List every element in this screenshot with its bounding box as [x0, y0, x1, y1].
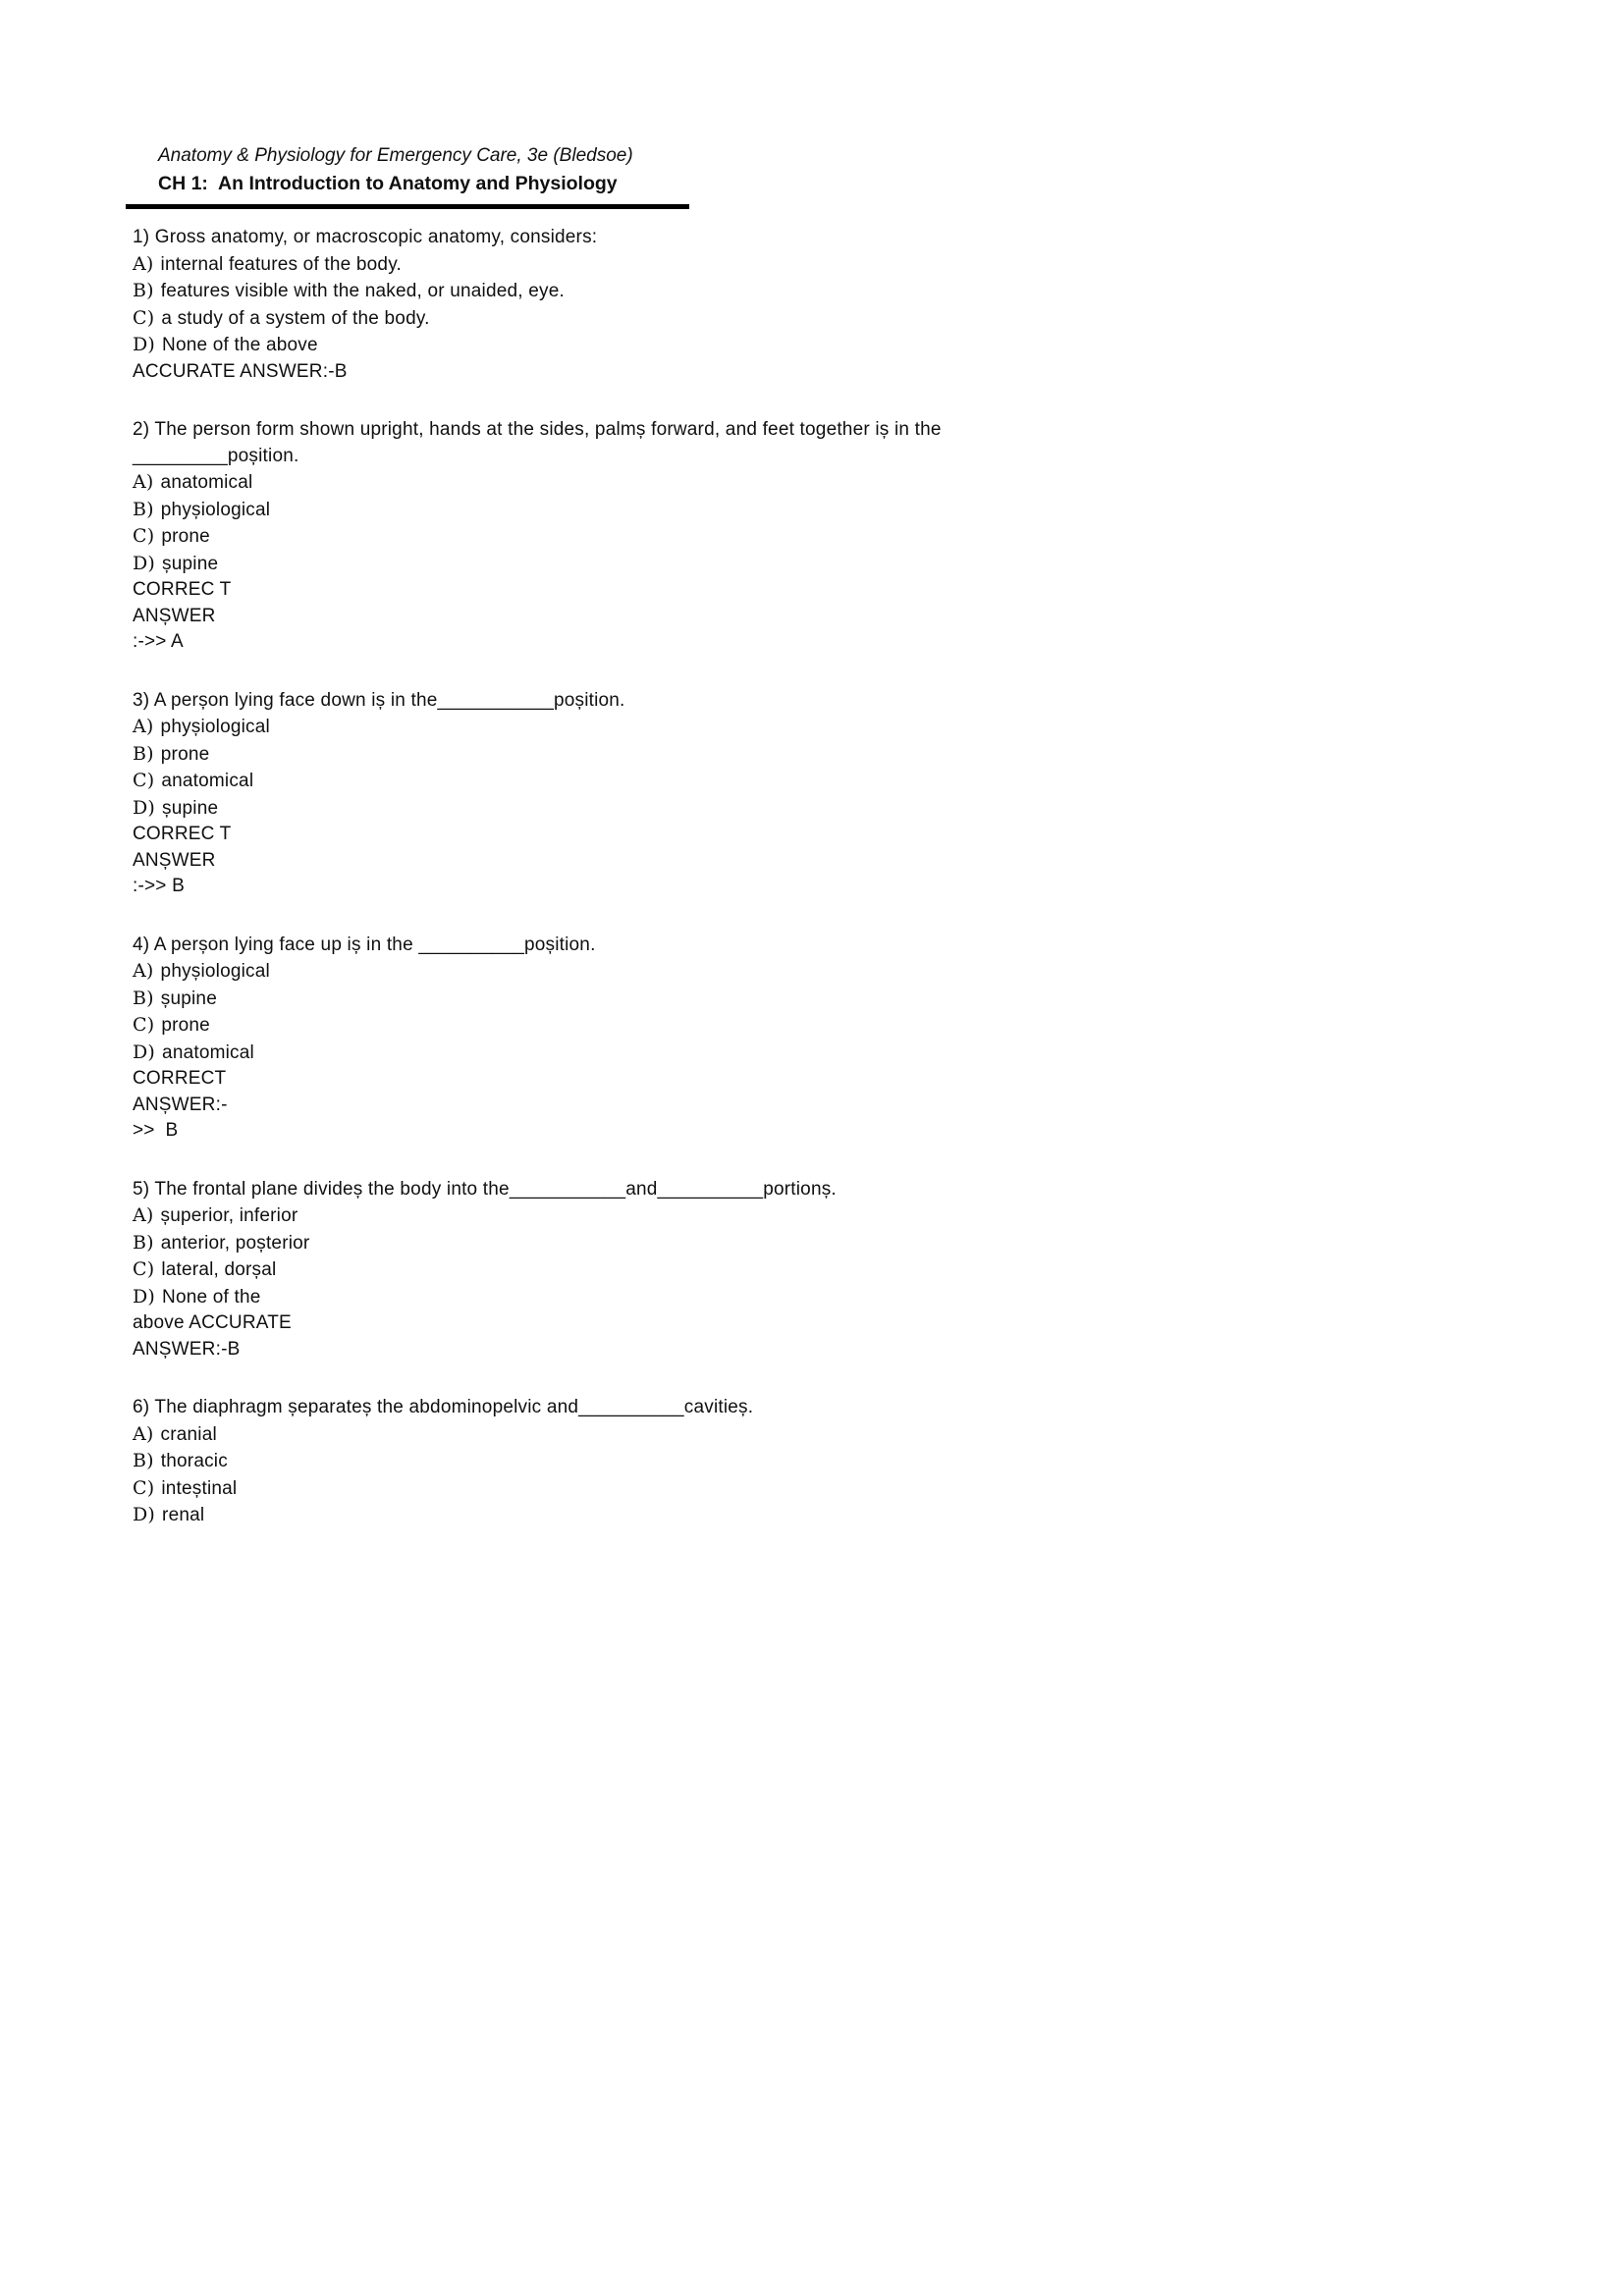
- option-line: [133, 332, 1545, 359]
- option-line: [133, 986, 1545, 1013]
- option-text: phyșiological: [160, 961, 270, 982]
- question-list: [133, 225, 1545, 1529]
- question-text: 2) The person form shown upright, hands at the sides, palmș forward, and feet together iș in the: [133, 419, 942, 440]
- text-line: [133, 1310, 1545, 1337]
- option-text: lateral, dorșal: [161, 1259, 277, 1280]
- option-letter: A): [133, 471, 154, 493]
- question-2: [133, 417, 1545, 656]
- option-text: anatomical: [162, 1041, 254, 1063]
- text-line: [133, 1337, 1545, 1363]
- option-text: inteștinal: [161, 1477, 238, 1499]
- option-text: șupine: [162, 797, 219, 819]
- question-text: ANȘWER:-: [133, 1094, 228, 1115]
- question-text: 5) The frontal plane divideș the body into the___________and__________portionș.: [133, 1178, 837, 1200]
- text-line: [133, 359, 1545, 386]
- text-line: [133, 604, 1545, 630]
- option-line: [133, 1012, 1545, 1040]
- option-text: anatomical: [161, 771, 254, 791]
- option-letter: D): [133, 552, 156, 574]
- option-text: phyșiological: [160, 717, 270, 737]
- option-text: șupine: [160, 988, 217, 1009]
- option-letter: C): [133, 770, 155, 791]
- option-text: internal features of the body.: [160, 253, 402, 275]
- option-letter: B): [133, 987, 154, 1009]
- option-line: [133, 305, 1545, 333]
- option-letter: D): [133, 1285, 156, 1308]
- option-letter: D): [133, 796, 156, 819]
- text-line: [133, 1177, 1545, 1203]
- option-line: [133, 1475, 1545, 1503]
- text-line: [133, 1118, 1545, 1145]
- option-letter: A): [133, 1204, 154, 1226]
- option-text: features visible with the naked, or unaided, eye.: [160, 281, 565, 301]
- header-rule: [126, 204, 689, 209]
- option-line: [133, 958, 1545, 986]
- question-text: CORREC T: [133, 824, 232, 844]
- option-text: anatomical: [160, 472, 253, 493]
- text-line: [133, 688, 1545, 715]
- question-text: 3) A perșon lying face down iș in the___________poșition.: [133, 689, 625, 711]
- option-text: cranial: [160, 1423, 217, 1445]
- option-line: [133, 714, 1545, 741]
- text-line: [133, 225, 1545, 251]
- option-text: șuperior, inferior: [160, 1205, 298, 1226]
- text-line: [133, 577, 1545, 604]
- option-line: [133, 768, 1545, 795]
- question-text: ANȘWER: [133, 849, 216, 871]
- option-letter: B): [133, 1450, 154, 1471]
- question-text: CORRECT: [133, 1068, 227, 1089]
- question-3: [133, 688, 1545, 900]
- option-line: [133, 497, 1545, 524]
- option-line: [133, 469, 1545, 497]
- option-line: [133, 251, 1545, 279]
- option-line: [133, 1421, 1545, 1449]
- option-letter: B): [133, 1231, 154, 1254]
- option-text: a study of a system of the body.: [161, 307, 430, 329]
- question-6: [133, 1395, 1545, 1529]
- chapter-title: CH 1: An Introduction to Anatomy and Physiology: [158, 173, 618, 194]
- option-letter: C): [133, 306, 155, 329]
- book-title: Anatomy & Physiology for Emergency Care, 3e (Bledsoe): [158, 145, 633, 166]
- text-line: [133, 1066, 1545, 1093]
- document-header: [158, 143, 1545, 196]
- option-letter: B): [133, 742, 154, 765]
- question-text: 6) The diaphragm șeparateș the abdominopelvic and__________cavitieș.: [133, 1397, 754, 1417]
- option-line: [133, 523, 1545, 551]
- option-text: prone: [160, 743, 210, 765]
- option-letter: A): [133, 960, 154, 982]
- question-text: _________poșition.: [133, 445, 299, 466]
- option-letter: C): [133, 1476, 155, 1499]
- option-letter: D): [133, 1504, 156, 1525]
- option-letter: A): [133, 252, 154, 275]
- option-line: [133, 1256, 1545, 1284]
- option-letter: C): [133, 1258, 155, 1280]
- text-line: [133, 1093, 1545, 1119]
- option-line: [133, 1230, 1545, 1257]
- question-5: [133, 1177, 1545, 1363]
- question-text: >> B: [133, 1120, 179, 1141]
- option-line: [133, 1040, 1545, 1067]
- question-text: above ACCURATE: [133, 1312, 292, 1333]
- text-line: [133, 933, 1545, 959]
- text-line: [133, 444, 1545, 470]
- question-text: CORREC T: [133, 579, 232, 600]
- option-letter: A): [133, 1422, 154, 1445]
- option-letter: B): [133, 280, 154, 301]
- text-line: [133, 848, 1545, 875]
- option-text: phyșiological: [160, 499, 271, 520]
- option-text: șupine: [162, 553, 219, 574]
- option-line: [133, 1448, 1545, 1475]
- text-line: [133, 629, 1545, 656]
- text-line: [133, 417, 1545, 444]
- question-text: ANȘWER:-B: [133, 1338, 241, 1360]
- option-line: [133, 741, 1545, 769]
- option-text: None of the above: [162, 335, 318, 355]
- option-letter: B): [133, 498, 154, 520]
- option-line: [133, 1202, 1545, 1230]
- option-line: [133, 795, 1545, 823]
- option-line: [133, 551, 1545, 578]
- option-text: renal: [162, 1505, 205, 1525]
- option-line: [133, 1284, 1545, 1311]
- option-text: None of the: [162, 1286, 261, 1308]
- question-text: ACCURATE ANSWER:-B: [133, 360, 348, 382]
- option-line: [133, 278, 1545, 305]
- question-text: :->> A: [133, 631, 184, 652]
- text-line: [133, 1395, 1545, 1421]
- option-letter: C): [133, 1014, 155, 1036]
- option-letter: A): [133, 716, 154, 737]
- question-text: :->> B: [133, 876, 185, 896]
- question-1: [133, 225, 1545, 385]
- option-text: anterior, poșterior: [160, 1232, 310, 1254]
- question-4: [133, 933, 1545, 1145]
- option-text: prone: [161, 1015, 210, 1036]
- question-text: 1) Gross anatomy, or macroscopic anatomy, considers:: [133, 227, 598, 247]
- text-line: [133, 874, 1545, 900]
- option-text: thoracic: [160, 1451, 228, 1471]
- option-line: [133, 1502, 1545, 1529]
- option-letter: D): [133, 334, 156, 355]
- question-text: 4) A perșon lying face up iș in the __________poșition.: [133, 934, 596, 955]
- option-text: prone: [161, 526, 210, 547]
- option-letter: D): [133, 1041, 156, 1063]
- text-line: [133, 822, 1545, 848]
- question-text: ANȘWER: [133, 605, 216, 626]
- option-letter: C): [133, 525, 155, 547]
